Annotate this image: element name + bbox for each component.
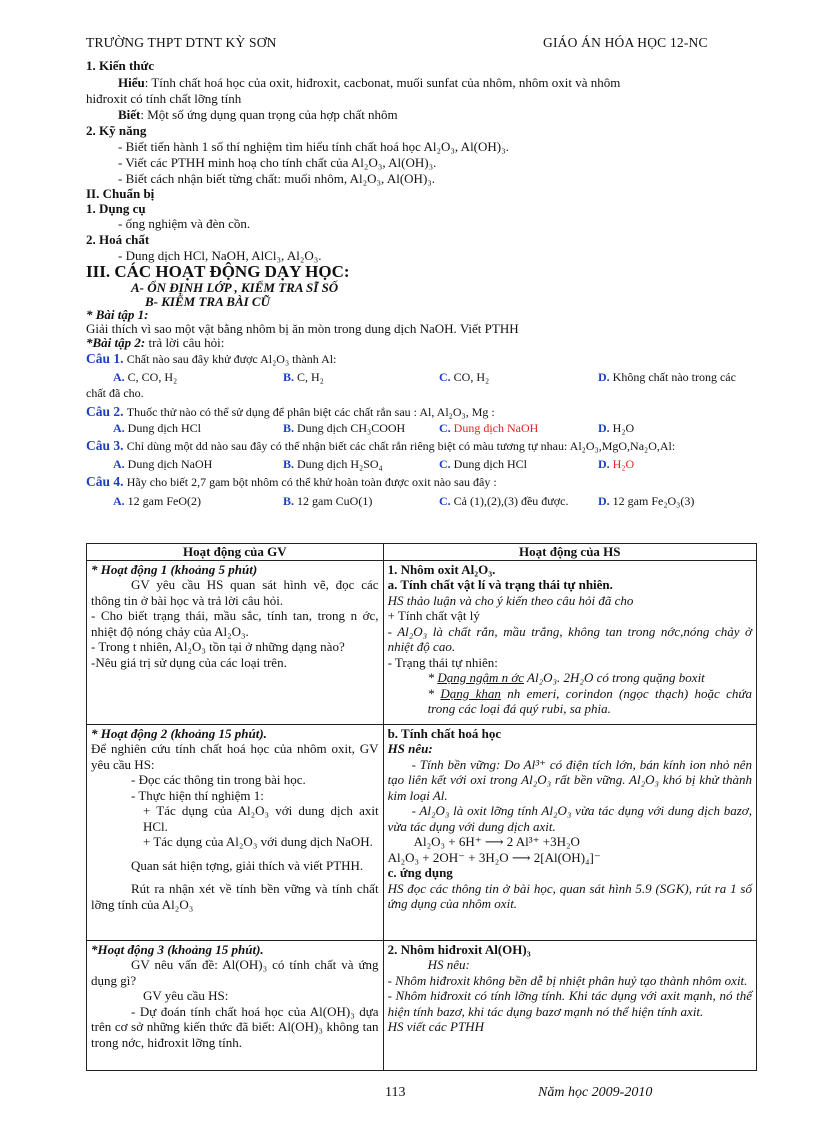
q2-option-d: D. H₂O bbox=[598, 421, 635, 435]
q1-option-c: C. CO, H₂ bbox=[439, 370, 490, 384]
exercise-2-label: *Bài tập 2: bbox=[86, 335, 146, 350]
activity-1-teacher: * Hoạt động 1 (khoảng 5 phút) GV yêu cầu HS quan sát hình vẽ, đọc các thông tin ở bài học và trả lời câu hỏi. - Cho biết trạng thái, mầu sắc, tính tan, trong n ớc, nhiệt độ nóng chảy của Al₂O₃. - Trong t nhiên, Al₂O₃ tồn tại ở những dạng nào? -Nêu giá trị sử dụng của các loại trên. bbox=[87, 560, 384, 724]
table-row bbox=[87, 940, 757, 1070]
table-header-row bbox=[87, 544, 757, 561]
table-row bbox=[87, 724, 757, 940]
heading-knowledge: 1. Kiến thức bbox=[86, 58, 155, 73]
q3-option-d: D. H₂O bbox=[598, 457, 635, 471]
col-header-teacher: Hoạt động của GV bbox=[87, 544, 384, 561]
q4-option-c: C. Cả (1),(2),(3) đều được. bbox=[439, 494, 569, 508]
exercise-2-text: trả lời câu hỏi: bbox=[145, 335, 225, 350]
equation-2: Al₂O₃ + 2OH⁻ + 3H₂O ⟶ 2[Al(OH)₄]⁻ bbox=[387, 849, 601, 865]
heading-tools: 1. Dụng cụ bbox=[86, 201, 146, 216]
skill-2: - Viết các PTHH minh hoạ cho tính chất của Al₂O₃, Al(OH)₃. bbox=[118, 155, 437, 170]
chemicals-text: - Dung dịch HCl, NaOH, AlCl₃, Al₂O₃. bbox=[118, 248, 322, 263]
q2-option-a: A. Dung dịch HCl bbox=[113, 421, 202, 435]
exercise-1-label: * Bài tập 1: bbox=[86, 307, 149, 322]
header-subject: GIÁO ÁN HÓA HỌC 12-NC bbox=[543, 35, 708, 50]
q3-option-a: A. Dung dịch NaOH bbox=[113, 457, 213, 471]
tools-text: - ống nghiệm và đèn cồn. bbox=[118, 216, 251, 231]
q4-option-b: B. 12 gam CuO(1) bbox=[283, 494, 373, 508]
page-number: 113 bbox=[385, 1085, 406, 1100]
q2-option-c: C. Dung dịch NaOH bbox=[439, 421, 539, 435]
col-header-student: Hoạt động của HS bbox=[383, 544, 756, 561]
equation-1: Al₂O₃ + 6H⁺ ⟶ 2 Al³⁺ +3H₂O bbox=[413, 834, 580, 849]
q1-option-d: D. Không chất nào trong các bbox=[598, 370, 736, 384]
activity-3-student: 2. Nhôm hiđroxit Al(OH)₃ HS nêu: - Nhôm hiđroxit không bền dễ bị nhiệt phân huỷ tạo thành nhôm oxit. - Nhôm hiđroxit có tính lỡng tính. Khi tác dụng với axit mạnh, nó thể hiện tính bazơ, khi tác dụng bazơ mạnh nó thể hiện tính axit. HS viết các PTHH bbox=[383, 940, 756, 1070]
biet-text: : Một số ứng dụng quan trọng của hợp chất nhôm bbox=[140, 107, 398, 122]
step-a: A- ỔN ĐỊNH LỚP , KIỂM TRA SĨ SỐ bbox=[131, 280, 339, 295]
q3-option-c: C. Dung dịch HCl bbox=[439, 457, 528, 471]
q4-option-a: A. 12 gam FeO(2) bbox=[113, 494, 201, 508]
activity-1-student: 1. Nhôm oxit Al₂O₃. a. Tính chất vật lí và trạng thái tự nhiên. HS thảo luận và cho ý kiến theo câu hỏi đã cho + Tính chất vật lý - Al₂O₃ là chất rắn, mầu trắng, không tan trong nớc,nóng chảy ở nhiệt độ cao. - Trạng thái tự nhiên: * Dạng ngậm n ớc Al₂O₃. 2H₂O có trong quặng boxit * Dạng khan nh emeri, corindon (ngọc thạch) hoặc chứa trong các loại đá quý rubi, sa phia. bbox=[383, 560, 756, 724]
heading-skills: 2. Kỹ năng bbox=[86, 123, 147, 138]
exercise-1-text: Giải thích vì sao một vật bằng nhôm bị ăn mòn trong dung dịch NaOH. Viết PTHH bbox=[86, 321, 519, 336]
header-school: TRƯỜNG THPT DTNT KỲ SƠN bbox=[86, 35, 277, 50]
activity-2-teacher: * Hoạt động 2 (khoảng 15 phút). Để nghiên cứu tính chất hoá học của nhôm oxit, GV yêu cầu HS: - Đọc các thông tin trong bài học. - Thực hiện thí nghiệm 1: + Tác dụng của Al₂O₃ với dung dịch axit HCl. + Tác dụng của Al₂O₃ với dung dịch NaOH. Quan sát hiện tợng, giải thích và viết PTHH. Rút ra nhận xét về tính bền vững và tính chất lỡng tính của Al₂O₃ bbox=[87, 724, 384, 940]
question-4: Câu 4. Hãy cho biết 2,7 gam bột nhôm có thể khử hoàn toàn được oxit nào sau đây : bbox=[86, 474, 497, 489]
heading-activities: III. CÁC HOẠT ĐỘNG DẠY HỌC: bbox=[86, 262, 350, 281]
question-number: Câu 1. bbox=[86, 351, 124, 366]
q1-option-a: A. C, CO, H₂ bbox=[113, 370, 178, 384]
q2-option-b: B. Dung dịch CH₃COOH bbox=[283, 421, 406, 435]
question-2: Câu 2. Thuốc thử nào có thể sử dụng để phân biệt các chất rắn sau : Al, Al₂O₃, Mg : bbox=[86, 404, 495, 419]
heading-preparation: II. Chuẩn bị bbox=[86, 186, 155, 201]
question-text: Chất nào sau đây khử được Al₂O₃ thành Al: bbox=[126, 352, 337, 366]
biet-line bbox=[118, 107, 398, 123]
biet-label: Biết bbox=[118, 107, 141, 122]
q1-option-d-cont: chất đã cho. bbox=[86, 386, 144, 400]
hieu-text-cont: hiđroxit có tính chất lỡng tính bbox=[86, 91, 242, 106]
exercise-2-line bbox=[86, 335, 224, 351]
skill-3: - Biết cách nhận biết từng chất: muối nhôm, Al₂O₃, Al(OH)₃. bbox=[118, 171, 436, 186]
hieu-label: Hiểu bbox=[118, 75, 145, 90]
heading-chemicals: 2. Hoá chất bbox=[86, 232, 150, 247]
hieu-line bbox=[118, 75, 620, 91]
lesson-plan-table bbox=[86, 543, 757, 1071]
q1-option-b: B. C, H₂ bbox=[283, 370, 324, 384]
q3-option-b: B. Dung dịch H₂SO₄ bbox=[283, 457, 383, 471]
activity-2-student: b. Tính chất hoá học HS nêu: - Tính bền vững: Do Al³⁺ có điện tích lớn, bán kính ion nhỏ nên tạo liên kết với oxi trong Al₂O₃ rất bền vững. Al₂O₃ khó bị khử thành kim loại Al. - Al₂O₃ là oxit lỡng tính Al₂O₃ vừa tác dụng với dung dịch bazơ, vừa tác dụng với dung dịch axit. Al₂O₃ + 6H⁺ ⟶ 2 Al³⁺ +3H₂O Al₂O₃ + 2OH⁻ + 3H₂O ⟶ 2[Al(OH)₄]⁻ c. ứng dụng HS đọc các thông tin ở bài học, quan sát hình 5.9 (SGK), rút ra 1 số ứng dụng của nhôm oxit. bbox=[383, 724, 756, 940]
step-b: B- KIỂM TRA BÀI CŨ bbox=[145, 294, 270, 309]
q4-option-d: D. 12 gam Fe₂O₃(3) bbox=[598, 494, 695, 508]
hieu-text: : Tính chất hoá học của oxit, hiđroxit, cacbonat, muối sunfat của nhôm, nhôm oxit và nhôm bbox=[144, 75, 621, 90]
activity-3-teacher: *Hoạt động 3 (khoảng 15 phút). GV nêu vấn đề: Al(OH)₃ có tính chất và ứng dụng gì? GV yêu cầu HS: - Dự đoán tính chất hoá học của Al(OH)₃ dựa trên cơ sở những kiến thức đã biết: Al(OH)₃ không tan trong nớc, hiđroxit lỡng tính. bbox=[87, 940, 384, 1070]
skill-1: - Biết tiến hành 1 số thí nghiệm tìm hiểu tính chất hoá học Al₂O₃, Al(OH)₃. bbox=[118, 139, 509, 154]
question-1 bbox=[86, 351, 336, 367]
question-3: Câu 3. Chỉ dùng một dd nào sau đây có thể nhận biết các chất rắn riêng biệt có màu tương tự nhau: Al₂O₃,MgO,Na₂O,Al: bbox=[86, 438, 676, 453]
table-row bbox=[87, 560, 757, 724]
school-year: Năm học 2009-2010 bbox=[538, 1085, 653, 1100]
